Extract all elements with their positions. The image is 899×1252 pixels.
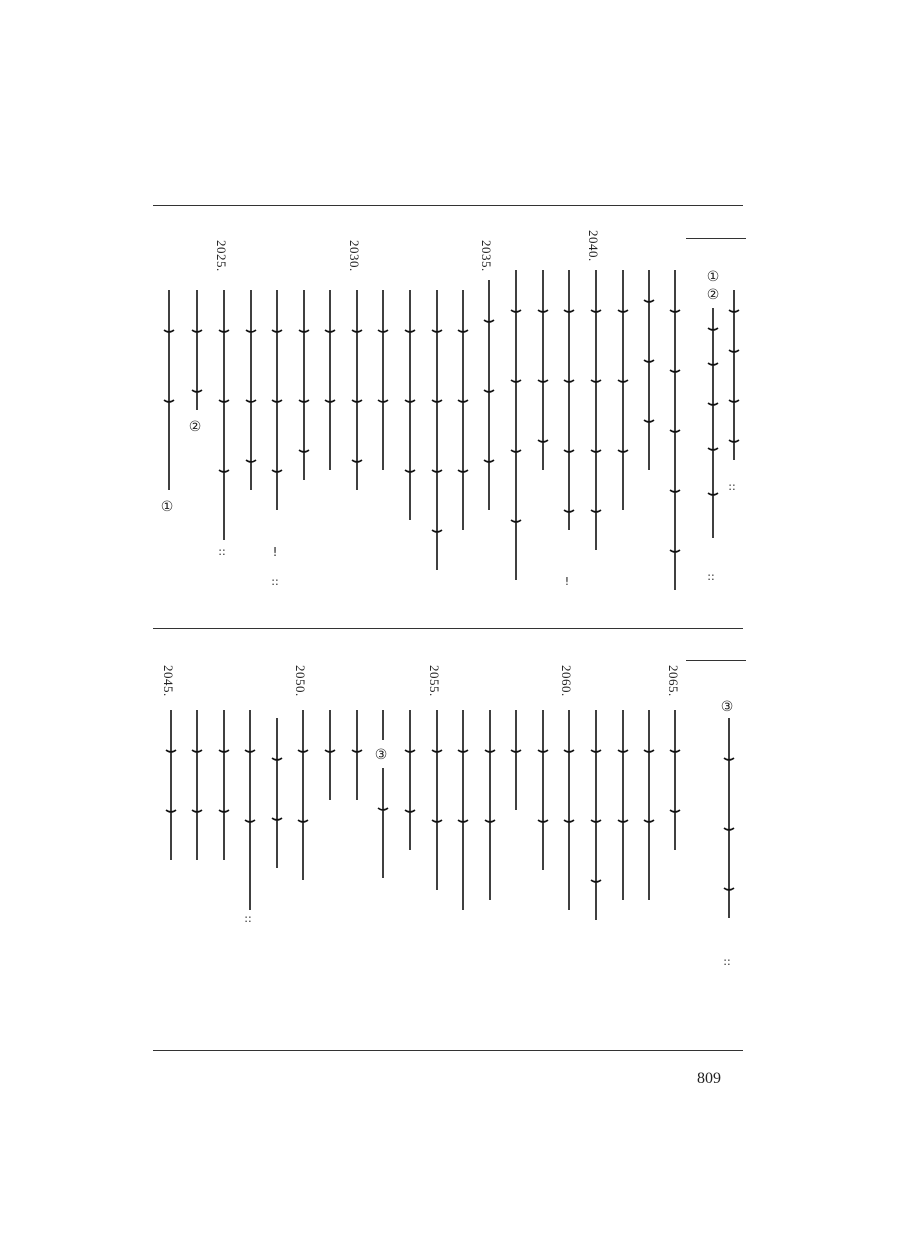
body-line — [321, 710, 339, 800]
body-line — [666, 270, 684, 590]
body-line — [295, 290, 313, 480]
body-line — [640, 710, 658, 900]
body-line — [215, 710, 233, 860]
script-strokes — [508, 270, 524, 580]
script-strokes — [482, 710, 498, 900]
script-strokes — [481, 280, 497, 510]
body-line — [666, 710, 684, 850]
script-strokes — [243, 290, 259, 490]
script-strokes — [667, 270, 683, 590]
script-strokes — [455, 710, 471, 910]
body-line — [428, 710, 446, 890]
footnote-marker-2: ② — [706, 287, 720, 303]
end-punct: :: — [244, 912, 252, 925]
body-line — [614, 710, 632, 900]
footnote-1-end-punct: :: — [728, 480, 736, 493]
script-strokes — [588, 270, 604, 550]
script-strokes — [375, 768, 391, 878]
footnote-marker-1: ① — [706, 269, 720, 285]
script-strokes — [535, 710, 551, 870]
script-strokes — [189, 710, 205, 860]
script-strokes — [349, 710, 365, 800]
script-strokes — [726, 290, 742, 610]
body-line — [587, 270, 605, 550]
body-line — [480, 280, 498, 510]
body-line — [215, 290, 233, 540]
body-line — [507, 270, 525, 580]
script-strokes — [508, 710, 524, 810]
footnote-line-2 — [725, 290, 743, 610]
body-line — [401, 290, 419, 520]
body-line — [374, 710, 392, 740]
line-number-2040: 2040. — [586, 230, 601, 262]
line-number-2050: 2050. — [293, 665, 308, 697]
script-strokes — [455, 290, 471, 530]
script-strokes — [402, 290, 418, 520]
line-number-2025: 2025. — [214, 240, 229, 272]
upper-footnote-separator — [686, 238, 746, 239]
script-strokes — [402, 710, 418, 850]
body-line — [374, 768, 392, 878]
body-line — [321, 290, 339, 470]
script-strokes — [161, 290, 177, 490]
script-strokes — [721, 718, 737, 938]
body-line — [614, 270, 632, 510]
script-strokes — [705, 308, 721, 608]
body-line — [454, 290, 472, 530]
body-line — [507, 710, 525, 810]
body-line — [294, 710, 312, 880]
exclamation-punct: ! — [272, 545, 278, 559]
script-strokes — [163, 710, 179, 860]
line-number-2055: 2055. — [427, 665, 442, 697]
body-line — [242, 290, 260, 490]
inline-footnote-ref-2: ② — [188, 419, 202, 435]
script-strokes — [641, 270, 657, 470]
footnote-2-end-punct: :: — [707, 570, 715, 583]
page-number: 809 — [697, 1070, 721, 1087]
script-strokes — [216, 710, 232, 860]
body-line — [534, 710, 552, 870]
body-line — [348, 710, 366, 800]
script-strokes — [322, 710, 338, 800]
line-number-2060: 2060. — [559, 665, 574, 697]
footnote-line-3 — [720, 718, 738, 938]
script-strokes — [561, 710, 577, 910]
script-strokes — [615, 710, 631, 900]
script-strokes — [375, 710, 391, 740]
script-strokes — [667, 710, 683, 850]
line-number-2045: 2045. — [161, 665, 176, 697]
body-line — [401, 710, 419, 850]
body-line — [560, 710, 578, 910]
footnote-marker-3: ③ — [720, 699, 734, 715]
line-number-2030: 2030. — [347, 240, 362, 272]
body-line — [160, 290, 178, 490]
body-line — [534, 270, 552, 470]
footnote-3-end-punct: :: — [723, 955, 731, 968]
script-strokes — [561, 270, 577, 570]
body-line — [162, 710, 180, 860]
middle-rule — [153, 628, 743, 629]
script-strokes — [375, 290, 391, 470]
body-line — [481, 710, 499, 900]
body-line — [428, 290, 446, 570]
body-line — [587, 710, 605, 920]
line-number-2065: 2065. — [666, 665, 681, 697]
script-strokes — [429, 290, 445, 570]
footnote-line-1 — [704, 308, 722, 608]
script-strokes — [189, 290, 205, 470]
body-line — [188, 290, 206, 470]
script-strokes — [216, 290, 232, 540]
script-strokes — [615, 270, 631, 510]
script-strokes — [641, 710, 657, 900]
body-line — [374, 290, 392, 470]
inline-footnote-ref-3: ③ — [374, 747, 388, 763]
script-strokes — [242, 710, 258, 910]
script-strokes — [349, 290, 365, 490]
script-strokes — [429, 710, 445, 890]
script-strokes — [295, 710, 311, 880]
script-strokes — [322, 290, 338, 470]
script-strokes — [296, 290, 312, 480]
end-punct: :: — [218, 545, 226, 558]
body-line — [560, 270, 578, 570]
body-line — [241, 710, 259, 910]
end-punct: ! — [564, 575, 570, 588]
line-number-2035: 2035. — [479, 240, 494, 272]
script-strokes — [588, 710, 604, 920]
body-line — [268, 718, 286, 868]
body-line — [640, 270, 658, 470]
body-line — [454, 710, 472, 910]
script-strokes — [535, 270, 551, 470]
script-strokes — [269, 718, 285, 868]
top-rule — [153, 205, 743, 206]
end-punct: :: — [271, 575, 279, 588]
lower-footnote-separator — [686, 660, 746, 661]
body-line — [188, 710, 206, 860]
bottom-rule — [153, 1050, 743, 1051]
inline-footnote-ref-1: ① — [160, 499, 174, 515]
body-line — [348, 290, 366, 490]
